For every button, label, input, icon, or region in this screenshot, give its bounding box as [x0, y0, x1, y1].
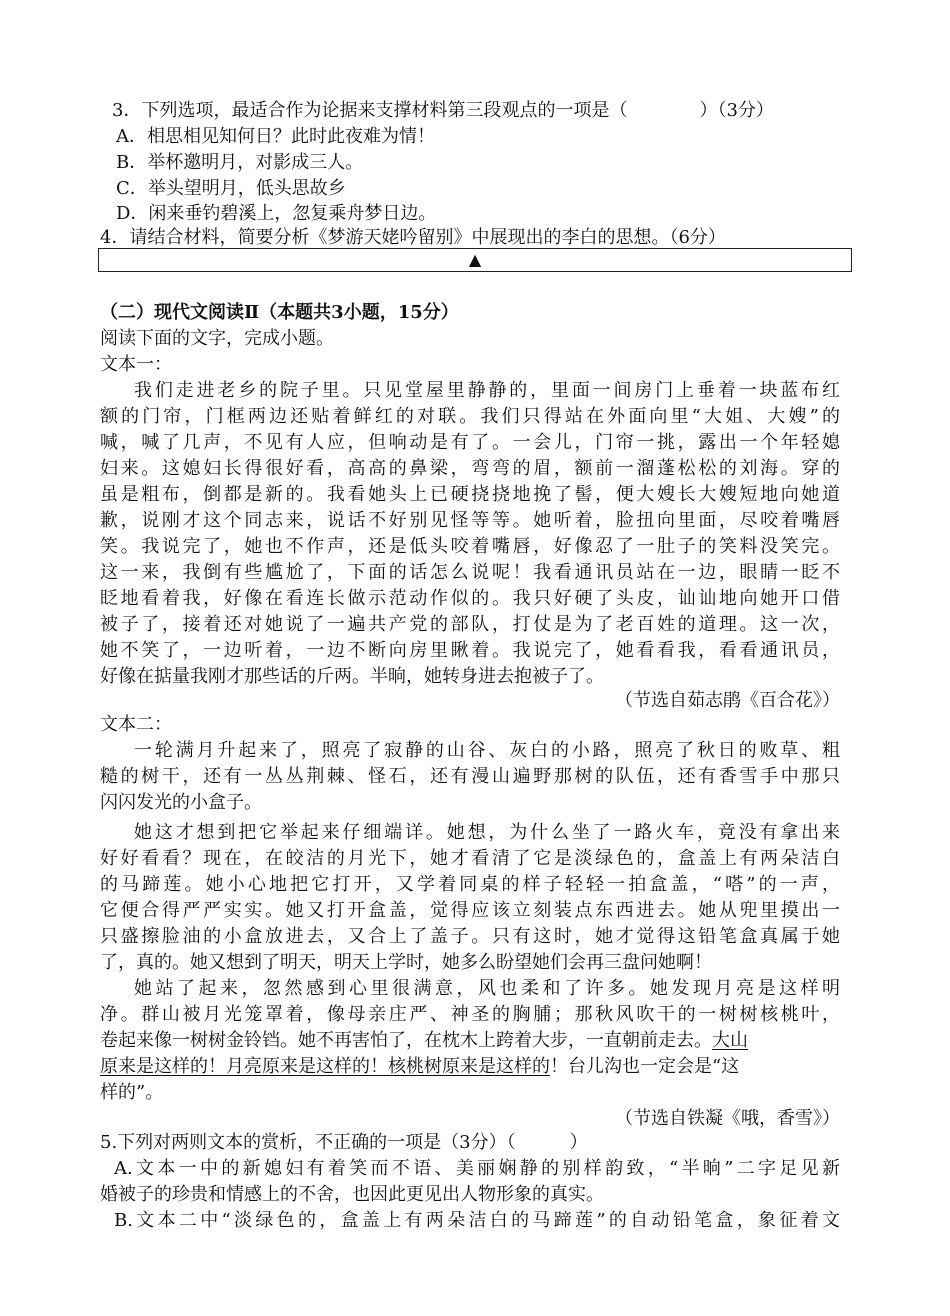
- question-3-option-b: B．举杯邀明月，对影成三人。: [116, 152, 364, 173]
- underlined-phrase: 大山: [712, 1030, 748, 1051]
- text-1-line: 她不笑了，一边听着，一边不断向房里瞅着。我说完了，她看看我，看看通讯员，: [100, 640, 840, 661]
- question-5-option-a-cont: 婚被子的珍贵和情感上的不舍，也因此更见出人物形象的真实。: [100, 1184, 604, 1205]
- text-1-line: 笑。我说完了，她也不作声，还是低头咬着嘴唇，好像忍了一肚子的笑料没笑完。: [100, 536, 840, 557]
- question-5-option-a: A.文本一中的新媳妇有着笑而不语、美丽娴静的别样韵致，“半晌”二字足见新: [114, 1158, 840, 1179]
- text-1-line: 我们走进老乡的院子里。只见堂屋里静静的，里面一间房门上垂着一块蓝布红: [134, 380, 840, 401]
- text-2-line-tail: ！台儿沟也一定会是“这: [550, 1056, 740, 1077]
- text-2-line: 她站了起来，忽然感到心里很满意，风也柔和了许多。她发现月亮是这样明: [134, 978, 840, 999]
- answer-box: [98, 248, 852, 272]
- text-2-line: 闪闪发光的小盒子。: [100, 792, 262, 813]
- text-1-line: 好像在掂量我刚才那些话的斤两。半晌，她转身进去抱被子了。: [100, 666, 604, 687]
- text-2-line: [100, 1028, 748, 1054]
- text-2-line: 的马蹄莲。她小心地把它打开，又学着同桌的样子轻轻一拍盒盖，“嗒”的一声，: [100, 874, 840, 895]
- text-1-line: 额的门帘，门框两边还贴着鲜红的对联。我们只得站在外面向里“大姐、大嫂”的: [100, 406, 840, 427]
- text-1-line: 喊，喊了几声，不见有人应，但响动是有了。一会儿，门帘一挑，露出一个年轻媳: [100, 432, 840, 453]
- text-1-label: 文本一：: [100, 354, 172, 375]
- question-4-stem: 4．请结合材料，简要分析《梦游天姥吟留别》中展现出的李白的思想。（6分）: [100, 227, 726, 248]
- text-1-line: 被子了，接着还对她说了一遍共产党的部队，打仗是为了老百姓的道理。这一次，: [100, 614, 840, 635]
- question-5-stem: 5.下列对两则文本的赏析，不正确的一项是（3分）（ ）: [100, 1132, 588, 1153]
- text-1-line: 眨地看着我，好像在看连长做示范动作似的。我只好硬了头皮，讪讪地向她开口借: [100, 588, 840, 609]
- text-2-line: 样的”。: [100, 1082, 164, 1103]
- text-2-label: 文本二：: [100, 714, 172, 735]
- text-1-line: 歉，说刚才这个同志来，说话不好别见怪等等。她听着，脸扭向里面，尽咬着嘴唇: [100, 510, 840, 531]
- section-instruction: 阅读下面的文字，完成小题。: [100, 328, 334, 349]
- text-1-source: （节选自茹志鹃《百合花》）: [615, 690, 840, 711]
- underlined-phrase: 原来是这样的！月亮原来是这样的！核桃树原来是这样的: [100, 1056, 550, 1077]
- question-3-stem: 3．下列选项，最适合作为论据来支撑材料第三段观点的一项是（ ）（3分）: [112, 100, 774, 121]
- question-3-option-c: C．举头望明月，低头思故乡: [116, 178, 346, 199]
- text-2-line: 只盛擦脸油的小盒放进去，又合上了盖子。只有这时，她才觉得这铅笔盒真属于她: [100, 926, 840, 947]
- text-2-line: 一轮满月升起来了，照亮了寂静的山谷、灰白的小路，照亮了秋日的败草、粗: [134, 740, 840, 761]
- text-2-line: [100, 1054, 739, 1080]
- text-2-line: 她这才想到把它举起来仔细端详。她想，为什么坐了一路火车，竟没有拿出来: [134, 822, 840, 843]
- text-1-line: 虽是粗布，倒都是新的。我看她头上已硬挠挠地挽了髻，便大嫂长大嫂短地向她道: [100, 484, 840, 505]
- question-3-option-d: D．闲来垂钓碧溪上，忽复乘舟梦日边。: [116, 203, 437, 224]
- text-1-line: 这一来，我倒有些尴尬了，下面的话怎么说呢！我看通讯员站在一边，眼睛一眨不: [100, 562, 840, 583]
- text-1-line: 妇来。这媳妇长得很好看，高高的鼻梁，弯弯的眉，额前一溜蓬松松的刘海。穿的: [100, 458, 840, 479]
- text-2-line: 它便合得严严实实。她又打开盒盖，觉得应该立刻装点东西进去。她从兜里摸出一: [100, 900, 840, 921]
- text-2-source: （节选自铁凝《哦，香雪》）: [615, 1108, 840, 1129]
- text-2-line: 净。群山被月光笼罩着，像母亲庄严、神圣的胸脯；那秋风吹干的一树树核桃叶，: [100, 1004, 840, 1025]
- answer-triangle-icon: ▲: [468, 250, 482, 269]
- question-3-option-a: A．相思相见知何日？此时此夜难为情！: [116, 126, 435, 147]
- text-2-line: 好好看看？现在，在皎洁的月光下，她才看清了它是淡绿色的，盒盖上有两朵洁白: [100, 848, 840, 869]
- text-2-line: 糙的树干，还有一丛丛荆棘、怪石，还有漫山遍野那树的队伍，还有香雪手中那只: [100, 766, 840, 787]
- text-2-line: 了，真的。她又想到了明天，明天上学时，她多么盼望她们会再三盘问她啊！: [100, 952, 712, 973]
- section-heading: （二）现代文阅读Ⅱ（本题共3小题，15分）: [100, 302, 459, 323]
- text-2-line-text: 卷起来像一树树金铃铛。她不再害怕了，在枕木上跨着大步，一直朝前走去。: [100, 1030, 712, 1051]
- question-5-option-b: B.文本二中“淡绿色的，盒盖上有两朵洁白的马蹄莲”的自动铅笔盒，象征着文: [114, 1210, 840, 1231]
